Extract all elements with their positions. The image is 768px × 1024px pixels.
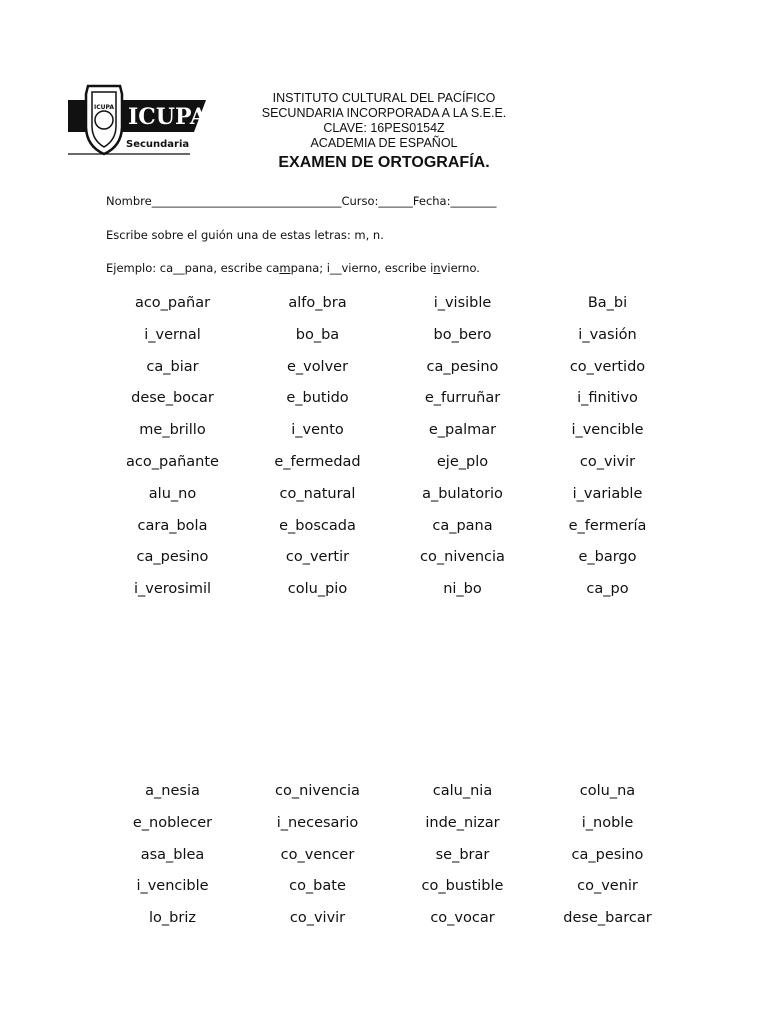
word-item: co_natural xyxy=(279,485,356,502)
example-part-1: Ejemplo: ca__pana, escribe ca xyxy=(106,261,280,275)
word-item: e_noblecer xyxy=(132,814,213,831)
word-grid-2 xyxy=(100,776,680,935)
word-item: e_boscada xyxy=(279,517,356,534)
word-grid-1 xyxy=(100,288,680,606)
word-item: colu_na xyxy=(579,783,636,799)
seal-text: ICUPA xyxy=(94,104,114,111)
word-item: i_vento xyxy=(291,422,344,439)
form-fields-line: Nombre_________________________________Curso:______Fecha:________ xyxy=(106,194,497,208)
word-item: i_necesario xyxy=(276,814,359,831)
word-item: i_vernal xyxy=(144,326,201,343)
word-item: e_fermería xyxy=(568,517,647,534)
example-underlined-n: n xyxy=(433,261,441,275)
word-item: i_vencible xyxy=(571,422,644,439)
word-item: eje_plo xyxy=(436,453,489,470)
word-item: Ba_bi xyxy=(587,295,628,311)
example-part-2: pana; i__vierno, escribe i xyxy=(290,261,434,275)
word-item: co_bustible xyxy=(421,878,504,895)
word-item: i_finitivo xyxy=(577,390,638,407)
exam-title: EXAMEN DE ORTOGRAFÍA. xyxy=(278,154,490,171)
word-item: e_butido xyxy=(286,390,349,407)
word-item: aco_pañar xyxy=(134,295,211,311)
word-item: lo_briz xyxy=(149,910,196,927)
word-item: e_fermedad xyxy=(274,453,361,470)
word-item: alu_no xyxy=(148,485,197,502)
logo-subtext: Secundaria xyxy=(126,139,190,150)
example-text xyxy=(106,261,480,275)
example-part-3: vierno. xyxy=(440,261,480,275)
word-item: aco_pañante xyxy=(126,453,219,470)
word-item: i_vencible xyxy=(136,878,209,895)
logo-text: ICUPA xyxy=(128,104,207,130)
word-item: ca_pesino xyxy=(426,358,499,375)
word-item: e_palmar xyxy=(428,422,497,439)
word-item: i_variable xyxy=(572,485,643,502)
shield-icon xyxy=(86,86,122,154)
word-item: colu_pio xyxy=(287,581,348,598)
word-item: co_nivencia xyxy=(420,549,505,566)
word-item: co_bate xyxy=(289,878,346,895)
word-item: ca_po xyxy=(586,581,629,598)
word-item: calu_nia xyxy=(432,783,493,799)
word-item: se_brar xyxy=(435,846,490,863)
word-item: dese_bocar xyxy=(131,390,214,407)
word-item: co_vivir xyxy=(289,910,346,927)
logo-graphic xyxy=(66,82,208,158)
word-item: asa_blea xyxy=(140,846,205,863)
word-item: ni_bo xyxy=(443,581,482,598)
word-item: inde_nizar xyxy=(425,814,500,831)
icupa-logo xyxy=(66,82,208,158)
header-line-institute: INSTITUTO CULTURAL DEL PACÍFICO xyxy=(272,91,496,105)
word-item: me_brillo xyxy=(139,422,206,439)
word-item: a_bulatorio xyxy=(422,485,503,502)
word-item: co_vencer xyxy=(280,846,355,863)
word-item: i_vasión xyxy=(578,326,637,343)
word-item: i_visible xyxy=(433,295,492,311)
word-item: e_furruñar xyxy=(424,390,501,407)
word-item: ca_pesino xyxy=(136,549,209,566)
word-item: bo_bero xyxy=(433,326,492,343)
word-item: e_volver xyxy=(286,358,349,375)
word-item: ca_biar xyxy=(146,358,199,375)
word-item: co_vertido xyxy=(569,358,646,375)
word-item: co_nivencia xyxy=(275,783,360,799)
example-underlined-m: m xyxy=(279,261,291,275)
header-line-clave: CLAVE: 16PES0154Z xyxy=(323,121,445,135)
word-item: bo_ba xyxy=(295,326,340,343)
word-item: co_vivir xyxy=(579,453,636,470)
school-header xyxy=(234,91,534,174)
header-line-academia: ACADEMIA DE ESPAÑOL xyxy=(310,136,458,150)
word-item: i_noble xyxy=(581,814,634,831)
word-item: alfo_bra xyxy=(288,295,347,311)
word-item: co_vertir xyxy=(285,549,350,566)
word-item: co_vocar xyxy=(430,910,495,927)
header-line-secundaria: SECUNDARIA INCORPORADA A LA S.E.E. xyxy=(261,106,507,120)
instructions-text: Escribe sobre el guión una de estas letras: m, n. xyxy=(106,228,384,242)
word-item: a_nesia xyxy=(145,783,200,799)
word-item: dese_barcar xyxy=(563,910,652,927)
word-item: cara_bola xyxy=(137,517,208,534)
word-item: e_bargo xyxy=(578,549,637,566)
word-item: i_verosimil xyxy=(133,581,212,598)
word-item: co_venir xyxy=(577,878,638,895)
word-item: ca_pana xyxy=(432,517,493,534)
word-item: ca_pesino xyxy=(571,846,644,863)
